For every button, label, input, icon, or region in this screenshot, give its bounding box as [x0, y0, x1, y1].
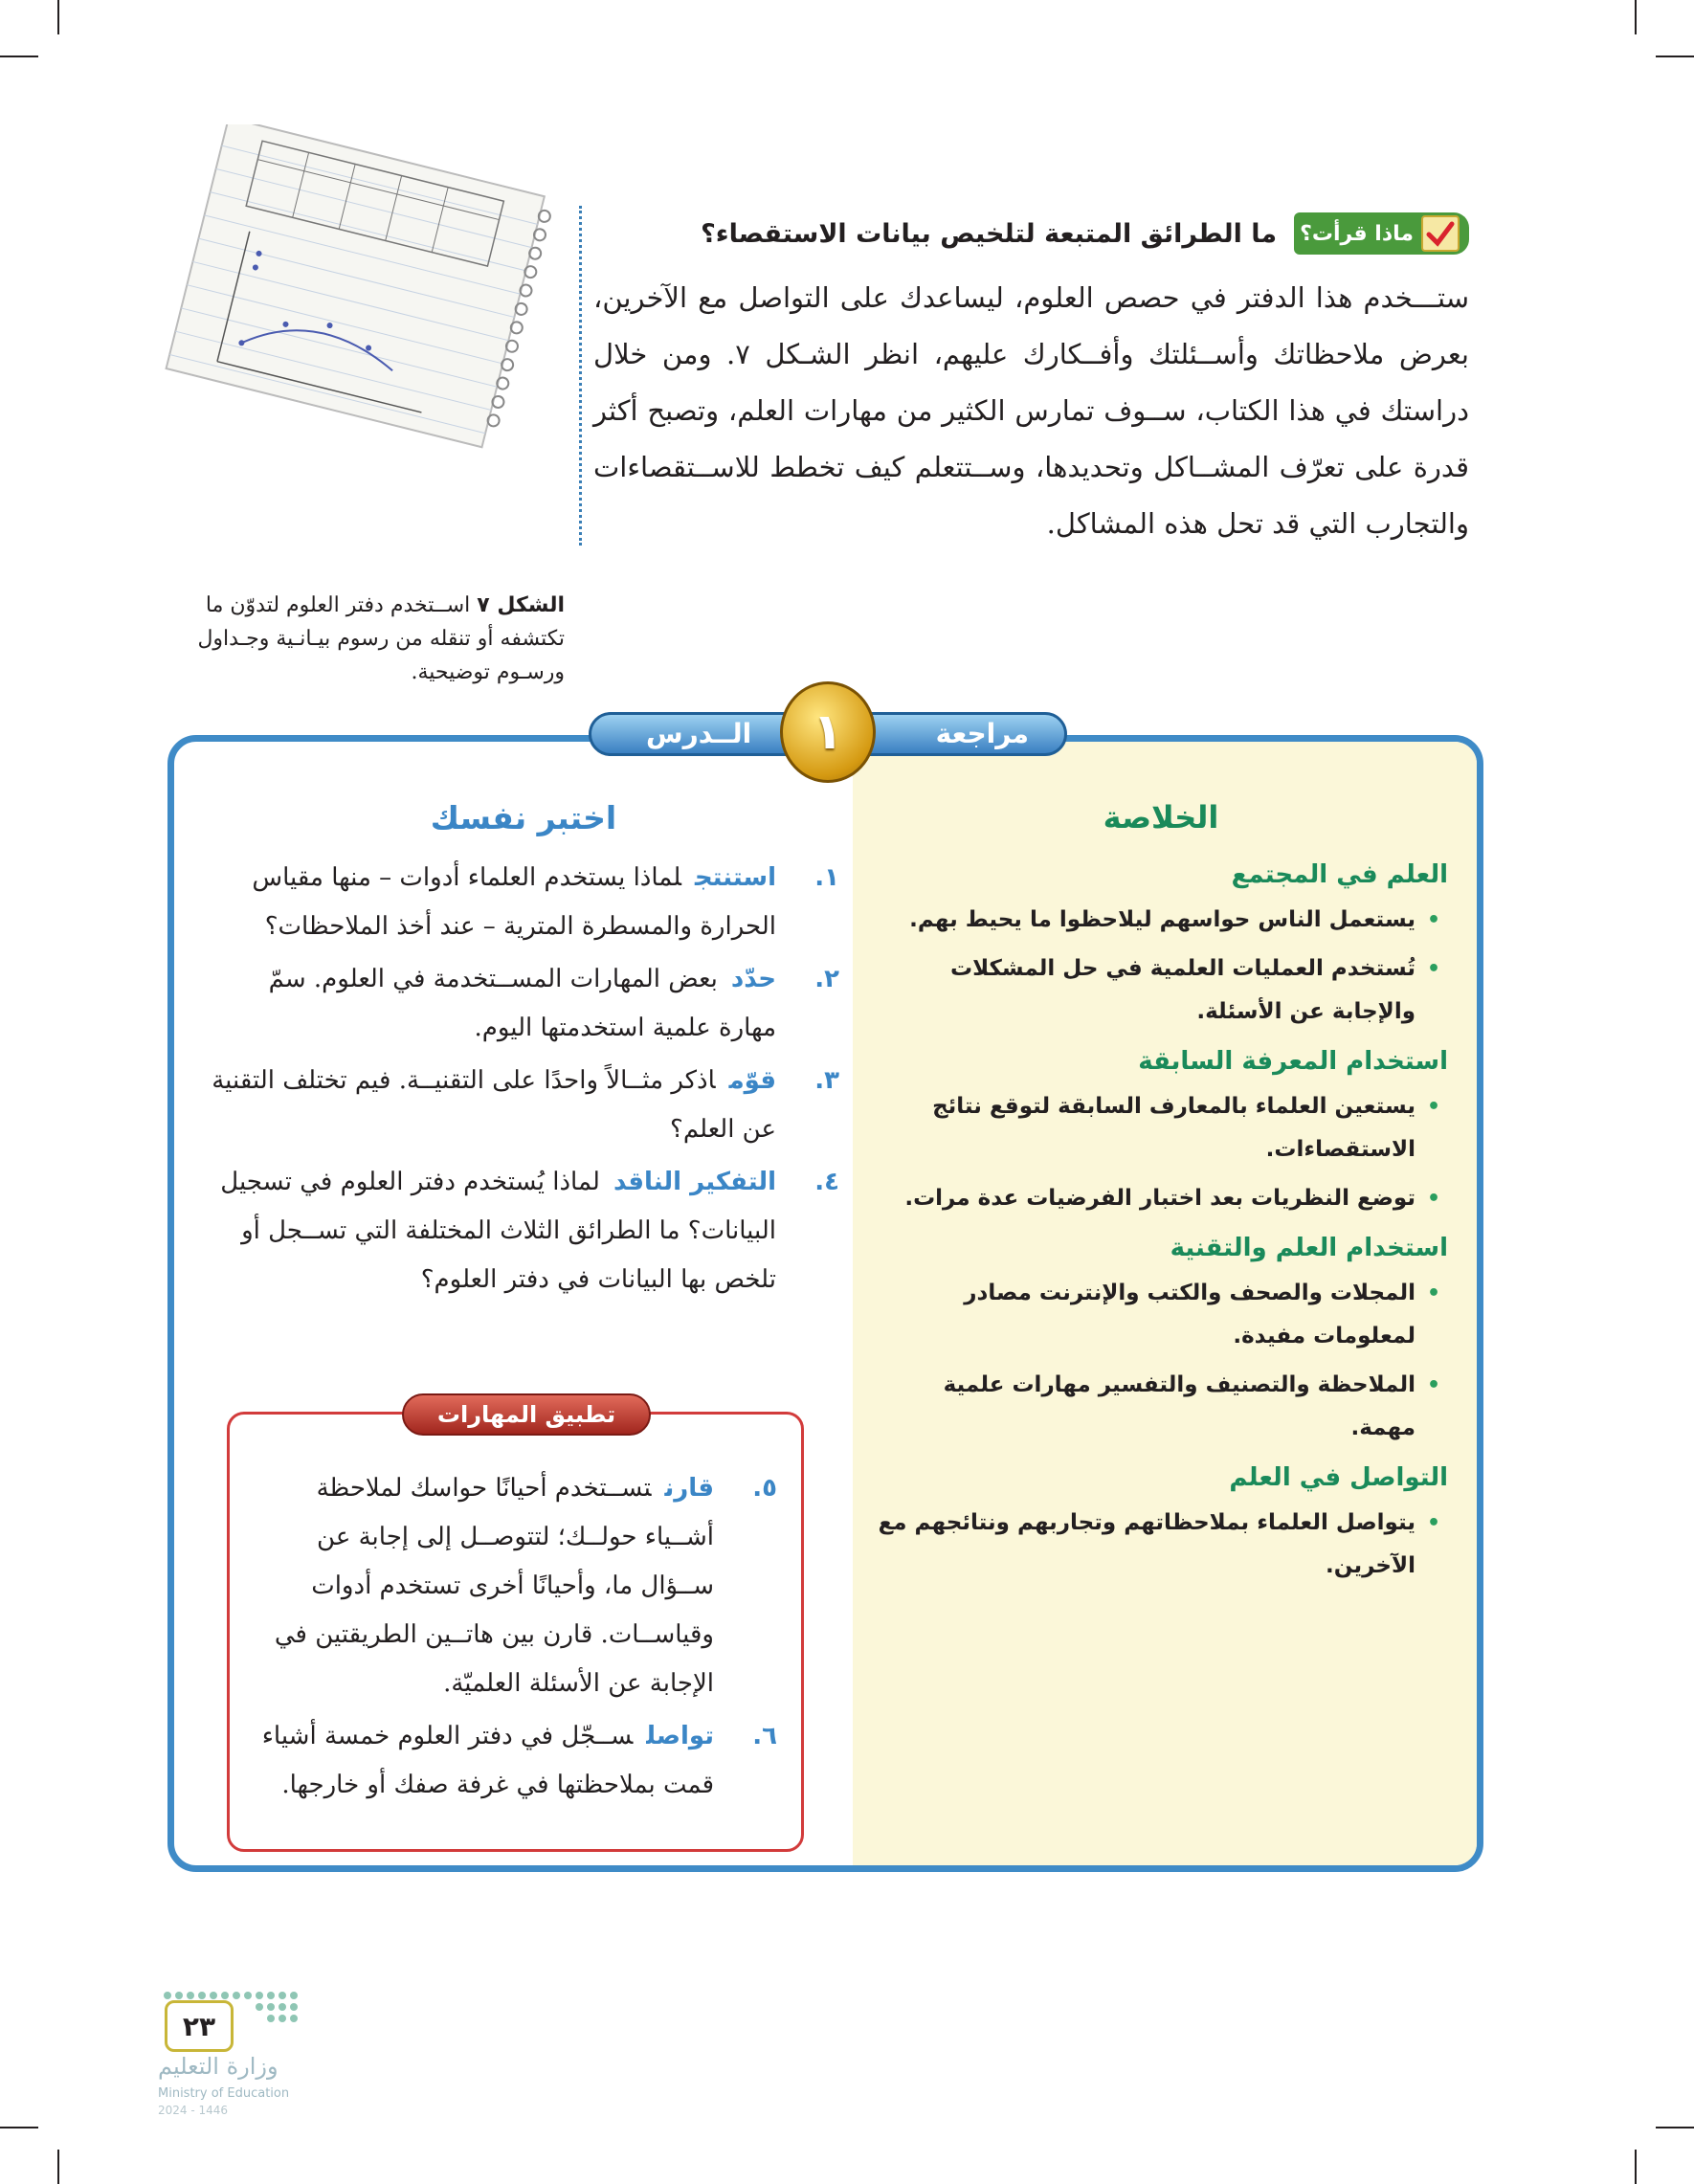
question-number: ٣.	[814, 1066, 839, 1095]
summary-item: • الملاحظة والتصنيف والتفسير مهارات علمية مهمة.	[874, 1364, 1448, 1450]
summary-item: • توضع النظريات بعد اختبار الفرضيات عدة مرات.	[874, 1177, 1448, 1220]
lesson-review-banner	[589, 681, 1067, 787]
question-text: لماذا يستخدم العلماء أدوات – منها مقياس الحرارة والمسطرة المترية – عند أخذ الملاحظات؟	[252, 863, 776, 941]
question-keyword: التفكير الناقد	[613, 1168, 776, 1196]
crop-mark	[1635, 0, 1637, 34]
crop-mark	[1656, 56, 1694, 57]
summary-item: • يستعمل الناس حواسهم ليلاحظوا ما يحيط بهم.	[874, 899, 1448, 942]
what-you-read-question: ما الطرائق المتبعة لتلخيص بيانات الاستقصاء؟	[701, 218, 1278, 249]
banner-review-label: مراجعة	[935, 718, 1029, 749]
question-text: لماذا يُستخدم دفتر العلوم في تسجيل البيانات؟ ما الطرائق الثلاث المختلفة التي تســجل أو تلخص بها البيانات في دفتر العلوم؟	[220, 1168, 776, 1294]
question-keyword: قارن	[664, 1474, 714, 1503]
question-body	[208, 854, 776, 951]
ministry-year: 2024 - 1446	[158, 2104, 229, 2117]
summary-title: الخلاصة	[1103, 799, 1219, 836]
checkmark-icon	[1421, 215, 1460, 252]
question-item	[208, 1158, 839, 1304]
figure-label: الشكل ٧	[477, 593, 565, 617]
question-item	[208, 1057, 839, 1154]
question-number: ٥.	[752, 1474, 777, 1503]
ministry-name-ar: وزارة التعليم	[158, 2053, 279, 2080]
question-number: ٢.	[814, 965, 839, 993]
page-number: ٢٣	[165, 2000, 234, 2052]
summary-heading: التواصل في العلم	[1229, 1463, 1448, 1492]
lesson-review-panel	[167, 735, 1483, 1872]
body-paragraph: ستـــخدم هذا الدفتر في حصص العلوم، ليساعدك على التواصل مع الآخرين، بعرض ملاحظاتك وأســئلتك وأفــكارك عليهم، انظر الشـكل ٧. ومن خلال دراستك في هذا الكتاب، ســوف تمارس الكثير من مهارات العلم، وتصبح أكثر قدرة على تعرّف المشــاكل وتحديدها، وســتتعلم كيف تخطط للاســتقصاءات والتجارب التي قد تحل هذه المشاكل.	[593, 281, 1469, 540]
question-body	[208, 955, 776, 1053]
question-item	[208, 955, 839, 1053]
question-keyword: تواصل	[646, 1722, 714, 1750]
question-body	[208, 1057, 776, 1154]
question-text: اذكر مثــالاً واحدًا على التقنيــة. فيم تختلف التقنية عن العلم؟	[212, 1066, 776, 1144]
summary-item: • المجلات والصحف والكتب والإنترنت مصادر لمعلومات مفيدة.	[874, 1272, 1448, 1358]
crop-mark	[57, 0, 59, 34]
what-you-read-badge	[1294, 212, 1469, 255]
what-you-read-label: ماذا قرأت؟	[1300, 221, 1414, 246]
question-number: ١.	[814, 863, 839, 892]
crop-mark	[0, 56, 38, 57]
question-body	[208, 1158, 776, 1304]
ministry-name-en: Ministry of Education	[158, 2086, 290, 2101]
summary-heading: استخدام المعرفة السابقة	[1138, 1047, 1448, 1076]
skills-title: تطبيق المهارات	[402, 1393, 651, 1436]
summary-heading: العلم في المجتمع	[1231, 860, 1448, 889]
skills-application-box	[227, 1401, 804, 1852]
summary-section	[874, 799, 1448, 1593]
question-item	[208, 854, 839, 951]
figure-caption-text: اســتخدم دفتر العلوم لتدوّن ما تكتشفه أو تنقله من رسوم بيـانـية وجـداول ورسـوم توضيحية.	[197, 593, 565, 684]
question-keyword: استنتج	[694, 863, 776, 892]
summary-item: • تُستخدم العمليات العلمية في حل المشكلات والإجابة عن الأسئلة.	[874, 947, 1448, 1034]
test-yourself-section	[208, 799, 839, 1308]
summary-item: • يتواصل العلماء بملاحظاتهم وتجاربهم ونتائجهم مع الآخرين.	[874, 1502, 1448, 1588]
test-yourself-title: اختبر نفسك	[430, 799, 617, 836]
figure-caption	[144, 589, 565, 689]
question-text: بعض المهارات المســتخدمة في العلوم. سمّ مهارة علمية استخدمتها اليوم.	[268, 965, 776, 1042]
summary-heading: استخدام العلم والتقنية	[1170, 1234, 1448, 1262]
question-number: ٦.	[752, 1722, 777, 1750]
question-keyword: قوّم	[728, 1066, 776, 1095]
question-text: ســجّل في دفتر العلوم خمسة أشياء قمت بملاحظتها في غرفة صفك أو خارجها.	[261, 1722, 714, 1799]
crop-mark	[1635, 2150, 1637, 2184]
lesson-number-badge: ١	[780, 681, 876, 783]
question-body	[260, 1464, 714, 1708]
science-notebook-illustration	[134, 124, 574, 450]
question-item	[260, 1464, 777, 1708]
skills-questions	[260, 1464, 777, 1814]
question-item	[260, 1712, 777, 1810]
summary-item: • يستعين العلماء بالمعارف السابقة لتوقع نتائج الاستقصاءات.	[874, 1085, 1448, 1171]
crop-mark	[1656, 2127, 1694, 2128]
question-keyword: حدّد	[730, 965, 776, 993]
question-number: ٤.	[814, 1168, 839, 1196]
question-body	[260, 1712, 714, 1810]
column-divider	[579, 206, 582, 546]
banner-lesson-label: الــدرس	[646, 718, 752, 749]
crop-mark	[0, 2127, 38, 2128]
question-text: تســتخدم أحيانًا حواسك لملاحظة أشــياء حولــك؛ لتتوصــل إلى إجابة عن ســؤال ما، وأحيانًا أخرى تستخدم أدوات وقياســات. قارن بين هاتــين الطريقتين في الإجابة عن الأسئلة العلميّة.	[274, 1474, 714, 1698]
crop-mark	[57, 2150, 59, 2184]
what-you-read	[701, 212, 1469, 255]
